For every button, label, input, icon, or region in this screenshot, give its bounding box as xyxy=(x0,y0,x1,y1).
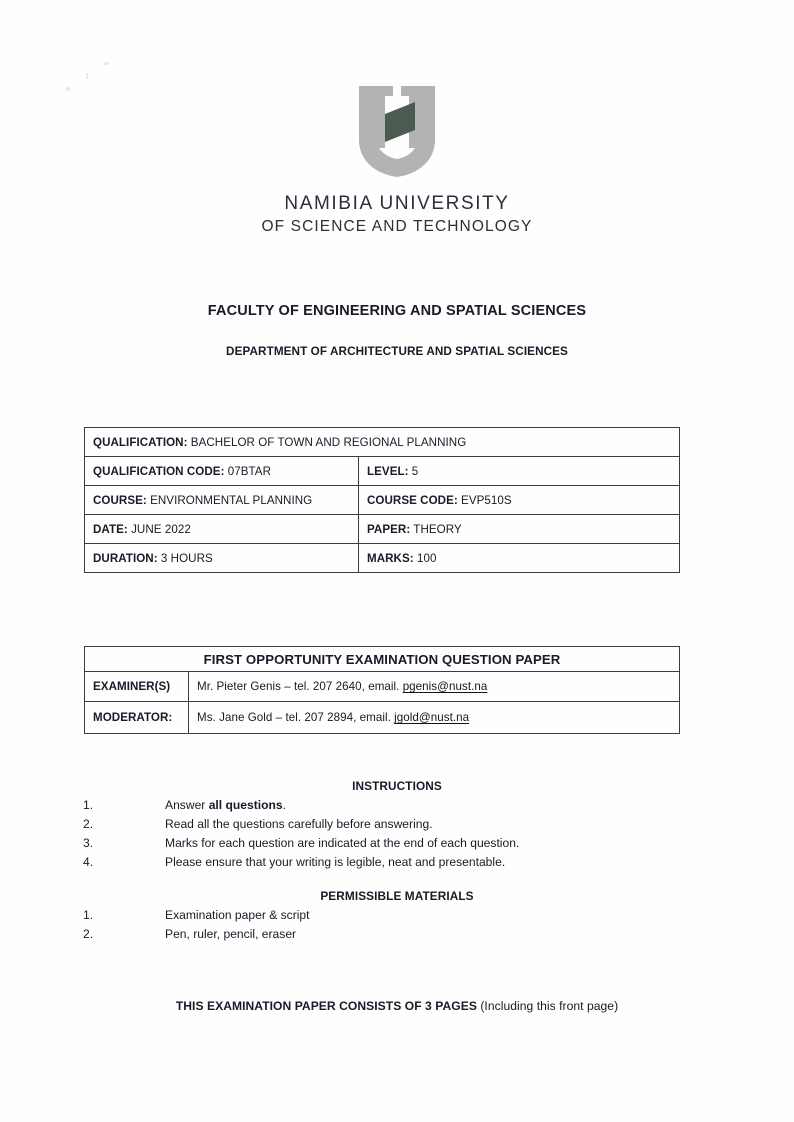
permissible-materials-list xyxy=(83,906,703,944)
date-cell xyxy=(85,515,359,544)
list-item xyxy=(83,796,703,815)
marks-cell xyxy=(359,544,680,573)
moderator-details xyxy=(189,702,680,734)
list-item-number: 4. xyxy=(83,855,94,869)
page-count-bold: THIS EXAMINATION PAPER CONSISTS OF 3 PAGES xyxy=(175,999,477,1013)
course-code-cell xyxy=(359,486,680,515)
paper-label: PAPER: xyxy=(367,522,411,536)
qualification-code-label: QUALIFICATION CODE: xyxy=(93,464,225,478)
list-item xyxy=(83,925,703,944)
qualification-value: BACHELOR OF TOWN AND REGIONAL PLANNING xyxy=(187,435,467,449)
list-item-text: Examination paper & script xyxy=(165,908,310,922)
nust-logo xyxy=(0,84,794,180)
scan-speck xyxy=(86,73,88,79)
list-item-number: 1. xyxy=(83,908,94,922)
level-value: 5 xyxy=(408,464,419,478)
date-label: DATE: xyxy=(93,522,128,536)
date-value: JUNE 2022 xyxy=(127,522,191,536)
institution-wordmark xyxy=(0,193,794,237)
table-row xyxy=(85,486,680,515)
page-count-note xyxy=(0,999,794,1013)
moderator-label: MODERATOR: xyxy=(85,702,189,734)
department-heading: DEPARTMENT OF ARCHITECTURE AND SPATIAL SCIENCES xyxy=(226,345,568,358)
list-item-text: Read all the questions carefully before answering. xyxy=(165,817,433,831)
nust-shield-icon xyxy=(353,84,441,180)
table-row xyxy=(85,672,680,702)
qualification-cell xyxy=(85,428,680,457)
list-item-text xyxy=(165,796,703,815)
page-count-normal: (Including this front page) xyxy=(476,999,619,1013)
duration-label: DURATION: xyxy=(93,551,158,565)
course-value: ENVIRONMENTAL PLANNING xyxy=(146,493,313,507)
duration-cell xyxy=(85,544,359,573)
moderator-email-link[interactable]: jgold@nust.na xyxy=(394,711,470,724)
level-cell xyxy=(359,457,680,486)
paper-value: THEORY xyxy=(410,522,462,536)
exam-paper-title: FIRST OPPORTUNITY EXAMINATION QUESTION PAPER xyxy=(85,647,680,672)
qualification-code-value: 07BTAR xyxy=(224,464,272,478)
examiner-label: EXAMINER(S) xyxy=(85,672,189,702)
course-code-label: COURSE CODE: xyxy=(367,493,458,507)
table-row xyxy=(85,702,680,734)
paper-cell xyxy=(359,515,680,544)
list-item-text: Please ensure that your writing is legible, neat and presentable. xyxy=(165,855,506,869)
table-row xyxy=(85,428,680,457)
instructions-list xyxy=(83,796,703,872)
examiner-details xyxy=(189,672,680,702)
marks-label: MARKS: xyxy=(367,551,414,565)
instruction-text-post: . xyxy=(282,798,286,812)
course-label: COURSE: xyxy=(93,493,147,507)
list-item xyxy=(83,834,703,853)
faculty-heading: FACULTY OF ENGINEERING AND SPATIAL SCIENCES xyxy=(207,303,587,319)
list-item xyxy=(83,906,703,925)
level-label: LEVEL: xyxy=(367,464,409,478)
permissible-materials-heading: PERMISSIBLE MATERIALS xyxy=(320,889,474,903)
moderator-name-phone: Ms. Jane Gold – tel. 207 2894, email. xyxy=(197,711,395,724)
qualification-label: QUALIFICATION: xyxy=(93,435,188,449)
table-row xyxy=(85,515,680,544)
course-cell xyxy=(85,486,359,515)
qualification-code-cell xyxy=(85,457,359,486)
institution-name-line1: NAMIBIA UNIVERSITY xyxy=(284,193,510,214)
examiner-table xyxy=(84,646,680,734)
instruction-text-pre: Answer xyxy=(165,798,209,812)
list-item-text: Pen, ruler, pencil, eraser xyxy=(165,927,297,941)
instructions-heading: INSTRUCTIONS xyxy=(352,779,442,793)
qualification-table xyxy=(84,427,680,573)
marks-value: 100 xyxy=(413,551,437,565)
list-item xyxy=(83,815,703,834)
list-item-number: 2. xyxy=(83,817,94,831)
examiner-name-phone: Mr. Pieter Genis – tel. 207 2640, email. xyxy=(197,680,403,693)
list-item-number: 3. xyxy=(83,836,94,850)
duration-value: 3 HOURS xyxy=(157,551,213,565)
table-row xyxy=(85,647,680,672)
instruction-text-bold: all questions xyxy=(208,798,283,812)
list-item-number: 1. xyxy=(83,798,94,812)
institution-name-line2: OF SCIENCE AND TECHNOLOGY xyxy=(261,218,533,235)
table-row xyxy=(85,544,680,573)
list-item-text: Marks for each question are indicated at the end of each question. xyxy=(165,836,520,850)
course-code-value: EVP510S xyxy=(457,493,512,507)
examiner-email-link[interactable]: pgenis@nust.na xyxy=(402,680,488,693)
scan-speck xyxy=(104,62,109,65)
table-row xyxy=(85,457,680,486)
list-item xyxy=(83,853,703,872)
list-item-number: 2. xyxy=(83,927,94,941)
